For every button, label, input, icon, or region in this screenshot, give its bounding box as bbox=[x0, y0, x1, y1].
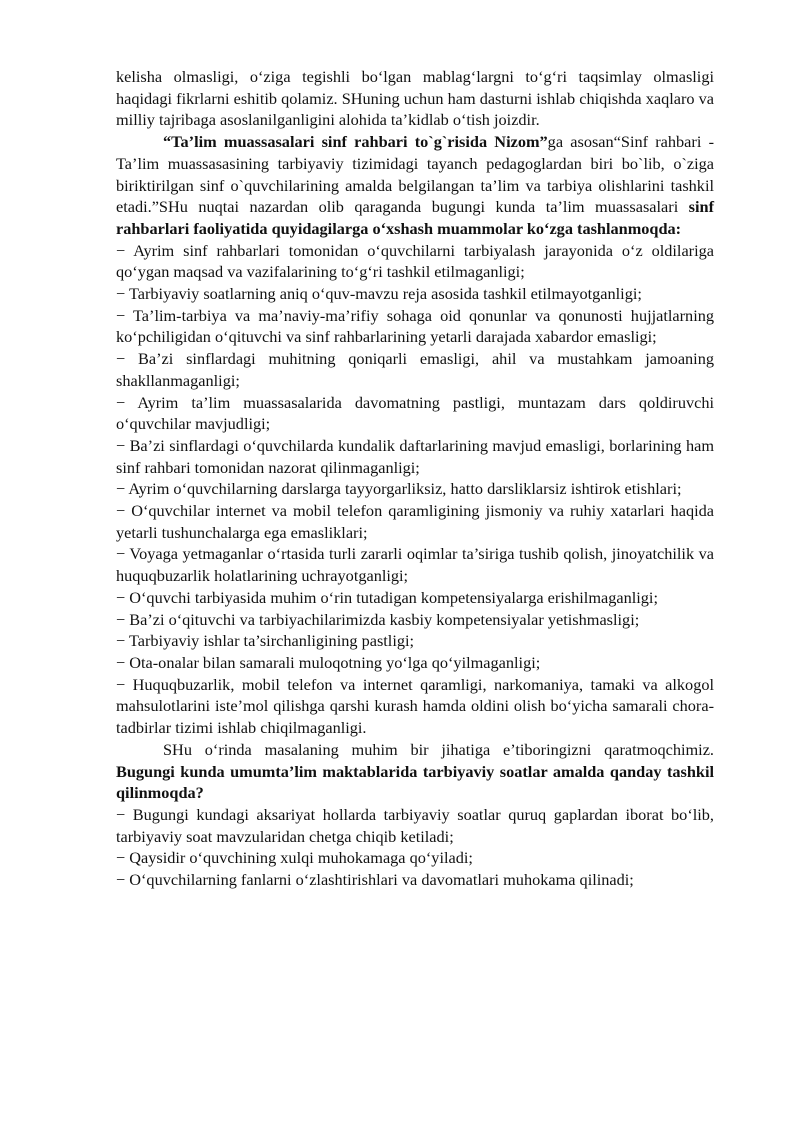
list-item: − Huquqbuzarlik, mobil telefon va internet qaramligi, narkomaniya, tamaki va alkogol mahsulotlarini iste’mol qilishga qarshi kurash hamda oldini olish boʻyicha samarali chora-tadbirlar tizimi ishlab chiqilmaganligi. bbox=[116, 674, 714, 738]
list-item: − Ota-onalar bilan samarali muloqotning yoʻlga qoʻyilmaganligi; bbox=[116, 652, 541, 672]
list-item: − Ayrim ta’lim muassasalarida davomatning pastligi, muntazam dars qoldiruvchi oʻquvchilar mavjudligi; bbox=[116, 392, 714, 434]
list-item: − Qaysidir oʻquvchining xulqi muhokamaga qoʻyiladi; bbox=[116, 848, 473, 868]
nizom-title: “Ta’lim muassasalari sinf rahbari to`g`risida Nizom” bbox=[163, 132, 548, 152]
list-item: − Oʻquvchi tarbiyasida muhim oʻrin tutadigan kompetensiyalarga erishilmaganligi; bbox=[116, 587, 658, 607]
list-item: − Oʻquvchilar internet va mobil telefon qaramligining jismoniy va ruhiy xatarlari haqida yetarli tushunchalarga ega emasliklari; bbox=[116, 501, 714, 542]
list-item: − Ta’lim-tarbiya va ma’naviy-ma’rifiy sohaga oid qonunlar va qonunosti hujjatlarning koʻpchiligidan oʻqituvchi va sinf rahbarlarining yetarli darajada xabardor emasligi; bbox=[116, 305, 714, 347]
list-item: − Ba’zi sinflardagi muhitning qoniqarli emasligi, ahil va mustahkam jamoaning shakllanmaganligi; bbox=[116, 349, 714, 390]
list-item: − Ayrim oʻquvchilarning darslarga tayyorgarliksiz, hatto darsliklarsiz ishtirok etishlari; bbox=[116, 479, 682, 499]
problems-heading: sinf rahbarlari faoliyatida quyidagilarga oʻxshash muammolar koʻzga tashlanmoqda: bbox=[116, 197, 714, 238]
list-item: − Tarbiyaviy ishlar ta’sirchanligining pastligi; bbox=[116, 631, 415, 651]
list-item: − Ba’zi sinflardagi oʻquvchilarda kundalik daftarlarining mavjud emasligi, borlarining ham sinf rahbari tomonidan nazorat qilinmaganligi; bbox=[116, 435, 714, 477]
list-item: − Bugungi kundagi aksariyat hollarda tarbiyaviy soatlar quruq gaplardan iborat boʻlib, tarbiyaviy soat mavzularidan chetga chiqib ketiladi; bbox=[116, 804, 714, 846]
document-page bbox=[116, 66, 714, 891]
nizom-text: ga asosan“Sinf rahbari - Ta’lim muassasasining tarbiyaviy tizimidagi tayanch pedagoglardan biri bo`lib, o`ziga biriktirilgan sinf o`quvchilarining amalda belgilangan ta’lim va tarbiya olishlarini tashkil etadi.”SHu nuqtai nazardan olib qaraganda bugungi kunda ta’lim muassasalari bbox=[116, 132, 715, 217]
list-item: − Ayrim sinf rahbarlari tomonidan oʻquvchilarni tarbiyalash jarayonida oʻz oldilariga qoʻygan maqsad va vazifalarining toʻgʻri tashkil etilmaganligi; bbox=[116, 240, 714, 282]
paragraph-nizom bbox=[116, 131, 714, 240]
paragraph-intro: kelisha olmasligi, oʻziga tegishli boʻlgan mablagʻlargni toʻgʻri taqsimlay olmasligi haqidagi fikrlarni eshitib qolamiz. SHuning uchun ham dasturni ishlab chiqishda xaqlaro va milliy tajribaga asoslanilganligini alohida ta’kidlab oʻtish joizdir. bbox=[116, 67, 714, 130]
list-item: − Tarbiyaviy soatlarning aniq oʻquv-mavzu reja asosida tashkil etilmayotganligi; bbox=[116, 284, 642, 304]
list-item: − Voyaga yetmaganlar oʻrtasida turli zararli oqimlar ta’siriga tushib qolish, jinoyatchilik va huquqbuzarlik holatlarining uchrayotganligi; bbox=[116, 544, 714, 586]
paragraph-question bbox=[116, 739, 714, 804]
question-heading: Bugungi kunda umumta’lim maktablarida tarbiyaviy soatlar amalda qanday tashkil qilinmoqda? bbox=[116, 761, 714, 803]
list-item: − Oʻquvchilarning fanlarni oʻzlashtirishlari va davomatlari muhokama qilinadi; bbox=[116, 870, 634, 890]
question-lead: SHu oʻrinda masalaning muhim bir jihatiga e’tiboringizni qaratmoqchimiz. bbox=[163, 739, 714, 759]
list-item: − Ba’zi oʻqituvchi va tarbiyachilarimizda kasbiy kompetensiyalar yetishmasligi; bbox=[116, 609, 640, 629]
